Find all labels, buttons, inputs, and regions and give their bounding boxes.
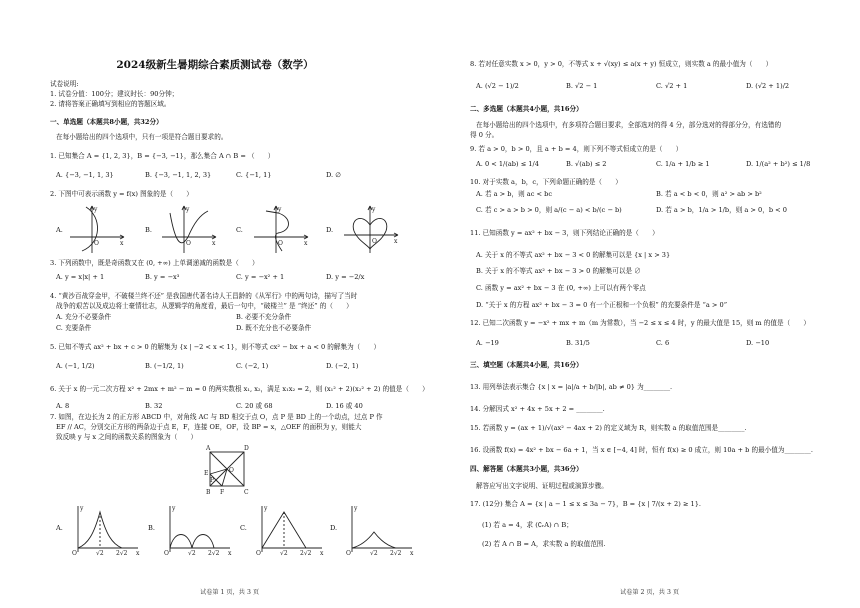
q3-option-c: C. y = −x² + 1	[236, 273, 285, 281]
section-4-heading: 四、解答题（本题共3小题，共36分）	[470, 465, 583, 473]
q17-stem: 17. (12分) 集合 A = {x | a − 1 ≤ x ≤ 3a − 7}，B = {x | 7/(x + 2) ≥ 1}.	[470, 500, 702, 508]
svg-text:y: y	[354, 505, 358, 512]
q16-stem: 16. 设函数 f(x) = 4x² + bx − 6a + 1，当 x ∈ [−4, 4] 时，恒有 f(x) ≥ 0 成立，则 10a + b 的最小值为________.	[470, 446, 813, 454]
q9-option-a: A. 0 < 1/(ab) ≤ 1/4	[476, 160, 539, 168]
q12-option-d: D. −10	[746, 339, 770, 347]
q12-option-a: A. −19	[476, 339, 499, 347]
q10-option-c: C. 若 c > a > b > 0，则 a/(c − a) < b/(c − b)	[476, 206, 622, 214]
q1-option-d: D. ∅	[326, 171, 341, 179]
q2-graph-a	[68, 203, 128, 255]
q2-graph-b	[160, 203, 220, 255]
svg-text:y: y	[94, 206, 98, 213]
svg-text:√2: √2	[370, 550, 378, 557]
footer-page-1: 试卷第 1 页，共 3 页	[200, 589, 260, 596]
section-1-heading: 一、单选题（本题共8小题，共32分）	[50, 118, 163, 126]
q4-option-a: A. 充分不必要条件	[56, 313, 112, 321]
q8-option-c: C. √2 + 1	[656, 82, 688, 90]
section-2-heading: 二、多选题（本题共4小题，共16分）	[470, 105, 583, 113]
q5-option-a: A. (−1, 1/2)	[56, 362, 95, 370]
q2-graph-d	[342, 203, 402, 255]
svg-text:O: O	[256, 550, 261, 557]
q7-graph-d	[346, 504, 416, 556]
q7-figure-label-a: A	[206, 445, 211, 452]
q3-stem: 3. 下列函数中，既是奇函数又在 (0, +∞) 上单调递减的函数是（ ）	[50, 259, 259, 267]
svg-text:x: x	[120, 240, 124, 247]
svg-text:x: x	[212, 240, 216, 247]
q10-option-b: B. 若 a < b < 0，则 a² > ab > b²	[656, 190, 762, 198]
svg-text:O: O	[372, 238, 377, 245]
q2-label-b: B.	[145, 226, 152, 234]
svg-text:O: O	[186, 240, 191, 247]
q8-option-b: B. √2 − 1	[566, 82, 598, 90]
q11-option-c: C. 函数 y = ax² + bx − 3 在 (0, +∞) 上可以有两个零点	[476, 284, 646, 292]
notes-item-1: 1. 试卷分值：100分；建议时长：90分钟；	[50, 90, 179, 98]
q17-part-2: (2) 若 A ∩ B = A，求实数 a 的取值范围.	[482, 540, 606, 548]
q10-option-a: A. 若 a > b，则 ac < bc	[476, 190, 553, 198]
q7-graph-c	[256, 504, 326, 556]
q7-figure-label-o: O	[229, 467, 234, 474]
q1-stem: 1. 已知集合 A = {1, 2, 3}，B = {−3, −1}，那么集合 A ∩ B = （ ）	[50, 152, 275, 160]
q10-option-d: D. 若 a > b，1/a > 1/b，则 a > 0，b < 0	[656, 206, 787, 214]
svg-text:√2: √2	[96, 550, 104, 557]
section-4-intro: 解答应写出文字说明、证明过程或演算步骤。	[476, 482, 608, 490]
q7-label-d: D.	[330, 524, 338, 532]
svg-text:O: O	[164, 550, 169, 557]
q7-label-a: A.	[56, 524, 63, 532]
q5-option-c: C. (−2, 1)	[236, 362, 269, 370]
q5-option-b: B. (−1/2, 1)	[145, 362, 184, 370]
svg-text:√2: √2	[188, 550, 196, 557]
q7-label-c: C.	[240, 524, 247, 532]
svg-text:O: O	[346, 550, 351, 557]
q7-square-figure	[202, 444, 252, 500]
q4-stem-line-2: 战争的艰苦以及成边将士豪情壮志，从逻辑学的角度看，最后一句中，“破楼兰” 是 “终还” 的（ ）	[56, 302, 353, 310]
q6-option-a: A. 8	[56, 402, 70, 410]
q6-stem: 6. 关于 x 的一元二次方程 x² + 2mx + m² − m = 0 的两实数根 x₁, x₂，满足 x₁x₂ = 2，则 (x₁² + 2)(x₂² + 2) 的值是（ ）	[50, 385, 429, 393]
svg-text:y: y	[172, 505, 176, 512]
q7-label-b: B.	[148, 524, 155, 532]
q7-stem-line-2: EF // AC，分别交正方形的两条边于点 E，F，连接 OE，OF，设 BP = x，△OEF 的面积为 y，则能大	[56, 423, 362, 431]
svg-text:√2: √2	[280, 550, 288, 557]
q7-stem-line-1: 7. 如图，在边长为 2 的正方形 ABCD 中，对角线 AC 与 BD 相交于点 O，点 P 是 BD 上的一个动点，过点 P 作	[50, 413, 383, 421]
q4-option-c: C. 充要条件	[56, 324, 92, 332]
notes-item-2: 2. 请将答案正确填写到相应的答题区域。	[50, 100, 171, 108]
q2-label-a: A.	[56, 226, 63, 234]
q8-option-d: D. (√2 + 1)/2	[746, 82, 790, 90]
q8-option-a: A. (√2 − 1)/2	[476, 82, 519, 90]
q14-stem: 14. 分解因式 x² + 4x + 5x + 2 = ________.	[470, 405, 605, 413]
q6-option-b: B. 32	[145, 402, 163, 410]
svg-text:x: x	[228, 550, 232, 557]
q7-stem-line-3: 致反映 y 与 x 之间的函数关系的图象为（ ）	[56, 433, 198, 441]
q6-option-c: C. 20 或 68	[236, 402, 273, 410]
q3-option-a: A. y = x|x| + 1	[56, 273, 105, 281]
right-page	[430, 0, 860, 608]
q4-option-d: D. 既不充分也不必要条件	[236, 324, 312, 332]
q8-stem: 8. 若对任意实数 x > 0，y > 0，不等式 x + √(xy) ≤ a(x + y) 恒成立，则实数 a 的最小值为（ ）	[470, 60, 773, 68]
q11-option-a: A. 关于 x 的不等式 ax² + bx − 3 < 0 的解集可以是 {x | x > 3}	[476, 251, 671, 259]
q2-graph-c	[252, 203, 312, 255]
q3-option-d: D. y = −2/x	[326, 273, 365, 281]
q11-stem: 11. 已知函数 y = ax² + bx − 3，则下列结论正确的是（ ）	[470, 229, 659, 237]
q7-figure-label-e: E	[204, 470, 209, 477]
q1-option-a: A. {−3, −1, 1, 3}	[56, 171, 114, 179]
q2-stem: 2. 下图中可表示函数 y = f(x) 图象的是（ ）	[50, 190, 193, 198]
q9-option-b: B. √(ab) ≤ 2	[566, 160, 607, 168]
svg-text:x: x	[394, 238, 398, 245]
q12-option-b: B. 31/5	[566, 339, 590, 347]
section-2-intro-line-2: 得 0 分。	[470, 131, 499, 139]
svg-text:y: y	[372, 206, 376, 213]
svg-text:x: x	[410, 550, 414, 557]
svg-text:x: x	[304, 240, 308, 247]
q12-stem: 12. 已知二次函数 y = −x² + mx + m（m 为常数），当 −2 ≤ x ≤ 4 时，y 的最大值是 15，则 m 的值是（ ）	[470, 319, 810, 327]
section-3-heading: 三、填空题（本题共4小题，共16分）	[470, 361, 583, 369]
q9-option-d: D. 1/(a² + b²) ≤ 1/8	[746, 160, 811, 168]
q2-label-d: D.	[326, 226, 334, 234]
q10-stem: 10. 对于实数 a，b，c，下列命题正确的是（ ）	[470, 178, 622, 186]
q7-figure-label-c: C	[244, 489, 249, 496]
q7-figure-label-p: P	[210, 477, 215, 484]
q5-stem: 5. 已知不等式 ax² + bx + c > 0 的解集为 {x | −2 < x < 1}，则不等式 cx² − bx + a < 0 的解集为（ ）	[50, 343, 381, 351]
svg-text:y: y	[80, 505, 84, 512]
svg-text:2√2: 2√2	[390, 550, 402, 557]
svg-text:O: O	[72, 550, 77, 557]
q1-option-b: B. {−3, −1, 1, 2, 3}	[145, 171, 212, 179]
svg-text:x: x	[136, 550, 140, 557]
svg-text:2√2: 2√2	[208, 550, 220, 557]
q7-graph-a	[72, 504, 142, 556]
section-1-intro: 在每小题给出的四个选项中，只有一项是符合题目要求的。	[56, 133, 228, 141]
svg-text:x: x	[320, 550, 324, 557]
q9-option-c: C. 1/a + 1/b ≥ 1	[656, 160, 710, 168]
section-2-intro-line-1: 在每小题给出的四个选项中，有多项符合题目要求，全部选对的得 4 分，部分选对的得部分分，有选错的	[476, 121, 782, 129]
q1-option-c: C. {−1, 1}	[236, 171, 272, 179]
q12-option-c: C. 6	[656, 339, 670, 347]
exam-title: 2024级新生暑期综合素质测试卷（数学）	[116, 59, 314, 71]
svg-text:y: y	[186, 206, 190, 213]
q9-stem: 9. 若 a > 0，b > 0，且 a + b = 4，则下列不等式恒成立的是（ ）	[470, 145, 683, 153]
q5-option-d: D. (−2, 1)	[326, 362, 359, 370]
q15-stem: 15. 若函数 y = (ax + 1)/√(ax² − 4ax + 2) 的定义域为 R，则实数 a 的取值范围是________.	[470, 424, 747, 432]
q7-figure-label-b: B	[206, 489, 211, 496]
q6-option-d: D. 16 或 40	[326, 402, 363, 410]
svg-text:y: y	[264, 505, 268, 512]
notes-heading: 试卷说明:	[50, 80, 79, 88]
q11-option-d: D. “关于 x 的方程 ax² + bx − 3 = 0 有一个正根和一个负根” 的充要条件是 “a > 0”	[476, 301, 728, 309]
q4-option-b: B. 必要不充分条件	[236, 313, 292, 321]
svg-text:2√2: 2√2	[300, 550, 312, 557]
footer-page-2: 试卷第 2 页，共 3 页	[620, 589, 680, 596]
q17-part-1: (1) 若 a = 4，求 (∁ᵣA) ∩ B；	[482, 521, 573, 529]
q7-graph-b	[164, 504, 234, 556]
svg-text:2√2: 2√2	[116, 550, 128, 557]
q3-option-b: B. y = −x³	[145, 273, 180, 281]
svg-text:O: O	[94, 240, 99, 247]
q4-stem-line-1: 4. “黄沙百战穿金甲，不破楼兰终不还” 是我国唐代著名诗人王昌龄的《从军行》中的两句诗，描写了当时	[50, 292, 358, 300]
q13-stem: 13. 用列举法表示集合 {x | x = |a|/a + b/|b|, ab ≠ 0} 为________.	[470, 383, 673, 391]
q7-figure-label-d: D	[244, 445, 249, 452]
svg-text:y: y	[278, 206, 282, 213]
q2-label-c: C.	[236, 226, 243, 234]
svg-text:O: O	[278, 240, 283, 247]
q7-figure-label-f: F	[220, 489, 225, 496]
q11-option-b: B. 关于 x 的不等式 ax² + bx − 3 > 0 的解集可以是 ∅	[476, 267, 641, 275]
